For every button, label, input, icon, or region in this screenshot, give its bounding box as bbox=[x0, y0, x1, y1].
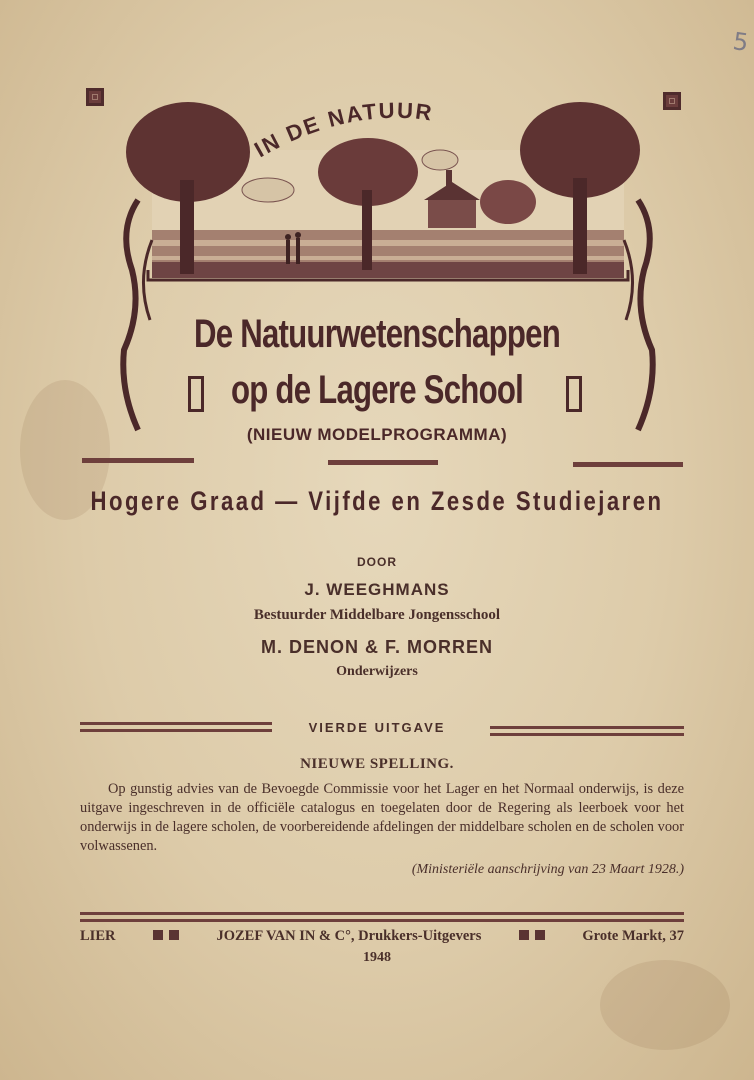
ornament-square-right bbox=[663, 92, 681, 110]
imprint-city: LIER bbox=[80, 928, 116, 944]
edition-label: VIERDE UITGAVE bbox=[308, 720, 446, 735]
imprint-publisher: JOZEF VAN IN & C°, Drukkers-Uitgevers bbox=[216, 928, 482, 944]
subtitle: (NIEUW MODELPROGRAMMA) bbox=[246, 425, 508, 444]
author-1: J. WEEGHMANS bbox=[304, 580, 450, 599]
author-1-role: Bestuurder Middelbare Jongensschool bbox=[253, 607, 501, 623]
imprint-separator bbox=[150, 928, 182, 945]
title-line-1: De Natuurwetenschappen bbox=[194, 312, 560, 356]
publisher-imprint bbox=[80, 928, 684, 945]
handwritten-number: 5 bbox=[730, 27, 750, 57]
approval-notice bbox=[80, 780, 684, 856]
divider-rule bbox=[328, 460, 438, 465]
spelling-heading: NIEUWE SPELLING. bbox=[300, 756, 454, 772]
imprint-address: Grote Markt, 37 bbox=[582, 928, 684, 944]
title-bracket-right bbox=[566, 376, 582, 412]
ornament-square-left bbox=[86, 88, 104, 106]
divider-rule bbox=[573, 462, 683, 467]
title-line-2: op de Lagere School bbox=[230, 368, 524, 412]
author-2: M. DENON & F. MORREN bbox=[260, 637, 493, 657]
by-label: DOOR bbox=[357, 555, 397, 569]
divider-rule bbox=[82, 458, 194, 463]
author-2-role: Onderwijzers bbox=[336, 664, 418, 679]
divider-rule bbox=[80, 912, 684, 922]
approval-notice-text: Op gunstig advies van de Bevoegde Commissie voor het Lager en het Normaal onderwijs, is deze uitgave ingeschreven in de officiële catalogus en toegelaten door de Regering als leerboek voor het onderwijs in de lagere scholen, de voorbereidende afdelingen der middelbare scholen en de scholen voor volwassenen. bbox=[80, 781, 684, 854]
paper-stain bbox=[600, 960, 730, 1050]
imprint-separator bbox=[516, 928, 548, 945]
publication-year: 1948 bbox=[363, 950, 391, 965]
ministerial-citation: (Ministeriële aanschrijving van 23 Maart 1928.) bbox=[411, 862, 684, 877]
grade-line: Hogere Graad — Vijfde en Zesde Studiejaren bbox=[90, 486, 664, 516]
divider-rule bbox=[490, 726, 684, 736]
banner-text: IN DE NATUUR bbox=[250, 97, 435, 163]
